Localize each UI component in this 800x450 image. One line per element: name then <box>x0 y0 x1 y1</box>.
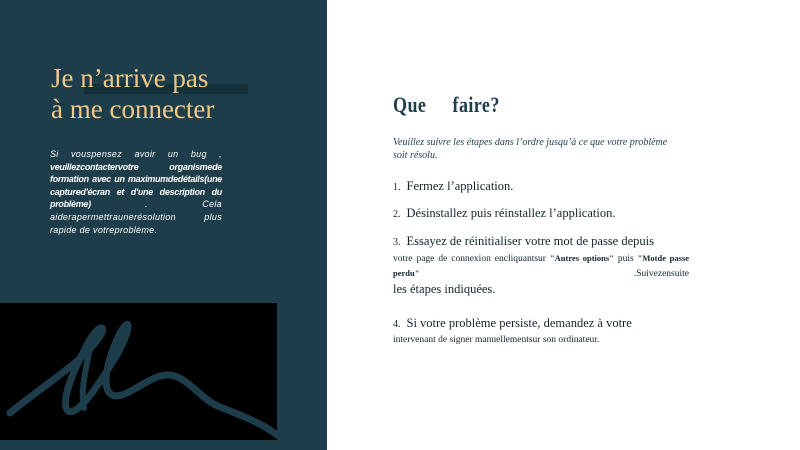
step-text: Désinstallez puis réinstallez l’application. <box>406 206 616 220</box>
step-text: Si votre problème persiste, demandez à votre <box>406 316 632 330</box>
title-line-1: Je n’arrive pas <box>51 63 209 93</box>
page-title <box>51 63 321 125</box>
step-detail-a: votre page de connexion encliquantsur <box>393 254 546 264</box>
intro-part-1: Si vouspensez avoir un bug , <box>50 149 222 159</box>
link-mot-de-passe-perdu: "Motde passe perdu" <box>393 253 690 278</box>
step-number: 1. <box>393 182 401 193</box>
step-detail-end: les étapes indiquées. <box>393 282 496 296</box>
instructions-subtitle: Veuillez suivre les étapes dans l’ordre jusqu’à ce que votre problème soit résolu. <box>393 137 668 161</box>
step-number: 3. <box>393 237 401 248</box>
step-detail-b: puis <box>617 254 634 264</box>
steps-list <box>393 178 689 347</box>
left-panel <box>0 0 327 450</box>
signature-illustration <box>0 303 277 440</box>
step-4 <box>393 315 689 347</box>
signature-stroke-icon <box>0 303 277 440</box>
step-text: Fermez l’application. <box>406 179 514 193</box>
step-2 <box>393 205 689 223</box>
step-number: 4. <box>393 319 401 330</box>
step-detail <box>393 251 689 281</box>
step-3 <box>393 233 689 297</box>
section-heading: Que faire? <box>393 92 500 117</box>
link-autres-options: "Autres options" <box>549 253 614 263</box>
title-line-2: à me connecter <box>51 94 215 124</box>
intro-part-2: veuillezcontactervotre organismede formation avec un maximumdedétails(une captured'écran et d'une description du problème) <box>50 161 222 210</box>
intro-text <box>50 148 222 236</box>
step-detail: intervenant de signer manuellementsur son ordinateur. <box>393 335 600 345</box>
step-number: 2. <box>393 209 401 220</box>
intro-part-3: . Cela aiderapermettraunerésolution plus rapide de votreproblème. <box>50 199 222 235</box>
step-detail-c: .Suivezensuite <box>633 269 689 279</box>
step-1 <box>393 178 689 196</box>
step-text: Essayez de réinitialiser votre mot de passe depuis <box>406 234 654 248</box>
